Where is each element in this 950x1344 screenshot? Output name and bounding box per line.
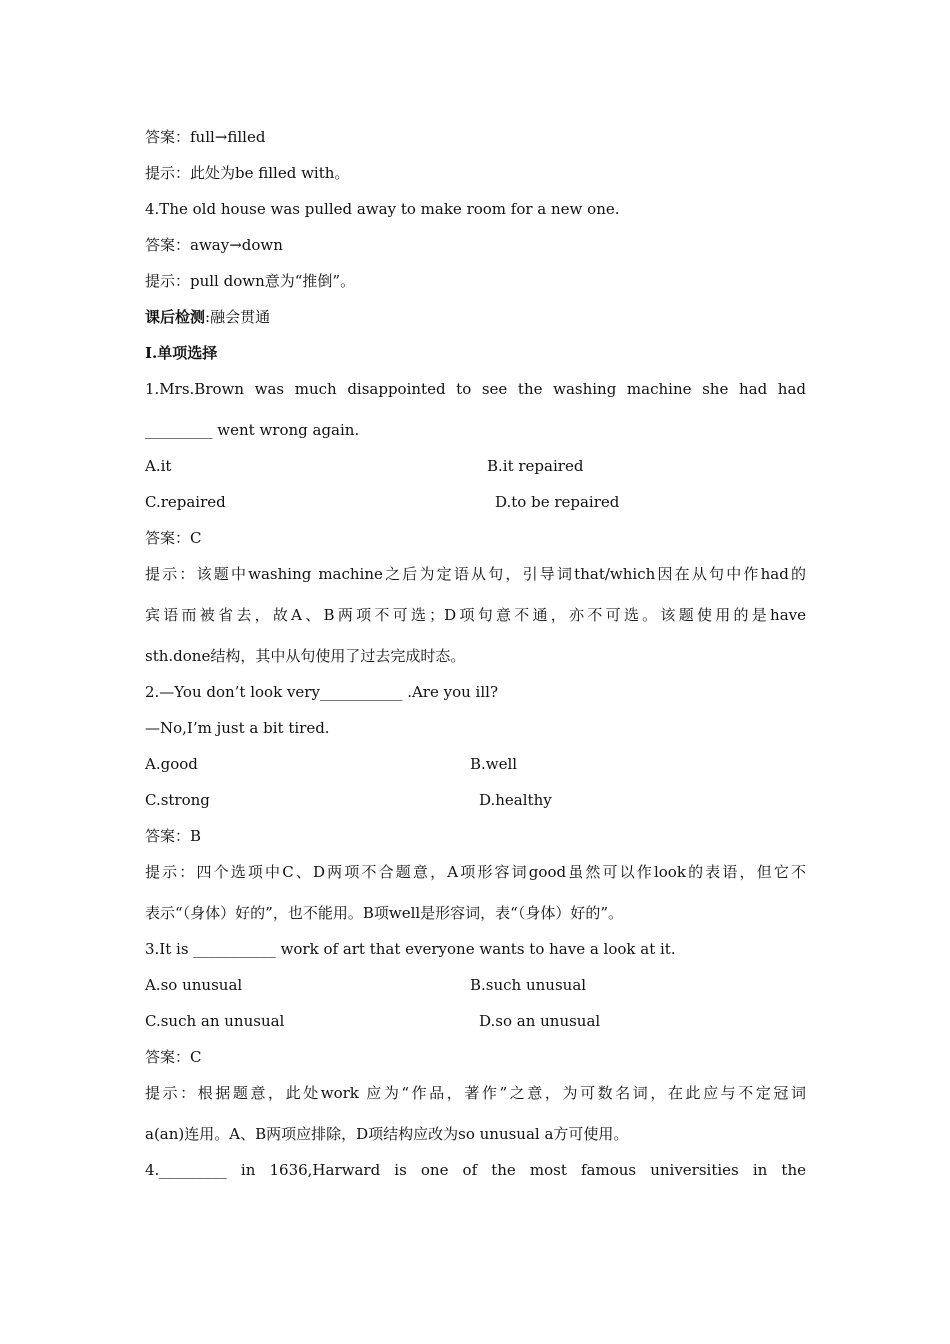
hint-line: 提示：四个选项中C、D两项不合题意，A项形容词good虽然可以作look的表语，但它不 xyxy=(145,863,806,881)
option-b: B.it repaired xyxy=(487,457,584,475)
hint-line: 提示：该题中washing machine之后为定语从句，引导词that/which因在从句中作had的 xyxy=(145,565,806,583)
option-a: A.it xyxy=(145,457,172,475)
hint-line: 提示：根据题意，此处work 应为“作品，著作”之意，为可数名词，在此应与不定冠词 xyxy=(145,1084,806,1102)
question-1-line-1: 1.Mrs.Brown was much disappointed to see the washing machine she had had xyxy=(145,380,806,398)
option-d: D.to be repaired xyxy=(495,493,620,511)
option-c: C.repaired xyxy=(145,493,226,511)
option-b: B.well xyxy=(470,755,518,773)
answer-line: 答案：C xyxy=(145,529,202,547)
answer-line: 答案：B xyxy=(145,827,202,845)
question-3-line-1: 3.It is ___________ work of art that everyone wants to have a look at it. xyxy=(145,940,676,958)
question-line: 4.The old house was pulled away to make room for a new one. xyxy=(145,200,620,218)
section-heading-rest: :融会贯通 xyxy=(205,308,271,326)
option-c: C.strong xyxy=(145,791,210,809)
option-a: A.good xyxy=(145,755,198,773)
hint-line: 提示：pull down意为“推倒”。 xyxy=(145,272,356,290)
hint-line: a(an)连用。A、B两项应排除，D项结构应改为so unusual a方可使用。 xyxy=(145,1125,629,1143)
question-1-line-2: _________ went wrong again. xyxy=(145,421,360,439)
option-d: D.so an unusual xyxy=(479,1012,601,1030)
hint-line: 表示“（身体）好的”，也不能用。B项well是形容词，表“（身体）好的”。 xyxy=(145,904,624,922)
answer-line: 答案：full→filled xyxy=(145,128,266,146)
option-b: B.such unusual xyxy=(470,976,587,994)
question-4-line-1: 4._________ in 1636,Harward is one of the most famous universities in the xyxy=(145,1161,806,1179)
question-2-line-1: 2.—You don’t look very___________ .Are you ill? xyxy=(145,683,498,701)
section-heading-bold: 课后检测 xyxy=(145,308,206,326)
question-2-line-2: —No,I’m just a bit tired. xyxy=(145,719,330,737)
part-heading: Ⅰ.单项选择 xyxy=(145,344,218,362)
hint-line: sth.done结构，其中从句使用了过去完成时态。 xyxy=(145,647,466,665)
hint-line: 提示：此处为be filled with。 xyxy=(145,164,350,182)
option-d: D.healthy xyxy=(479,791,552,809)
option-a: A.so unusual xyxy=(145,976,243,994)
section-heading xyxy=(145,307,806,327)
answer-line: 答案：C xyxy=(145,1048,202,1066)
hint-line: 宾语而被省去，故A、B两项不可选；D项句意不通，亦不可选。该题使用的是have xyxy=(145,606,806,624)
option-c: C.such an unusual xyxy=(145,1012,285,1030)
answer-line: 答案：away→down xyxy=(145,236,283,254)
